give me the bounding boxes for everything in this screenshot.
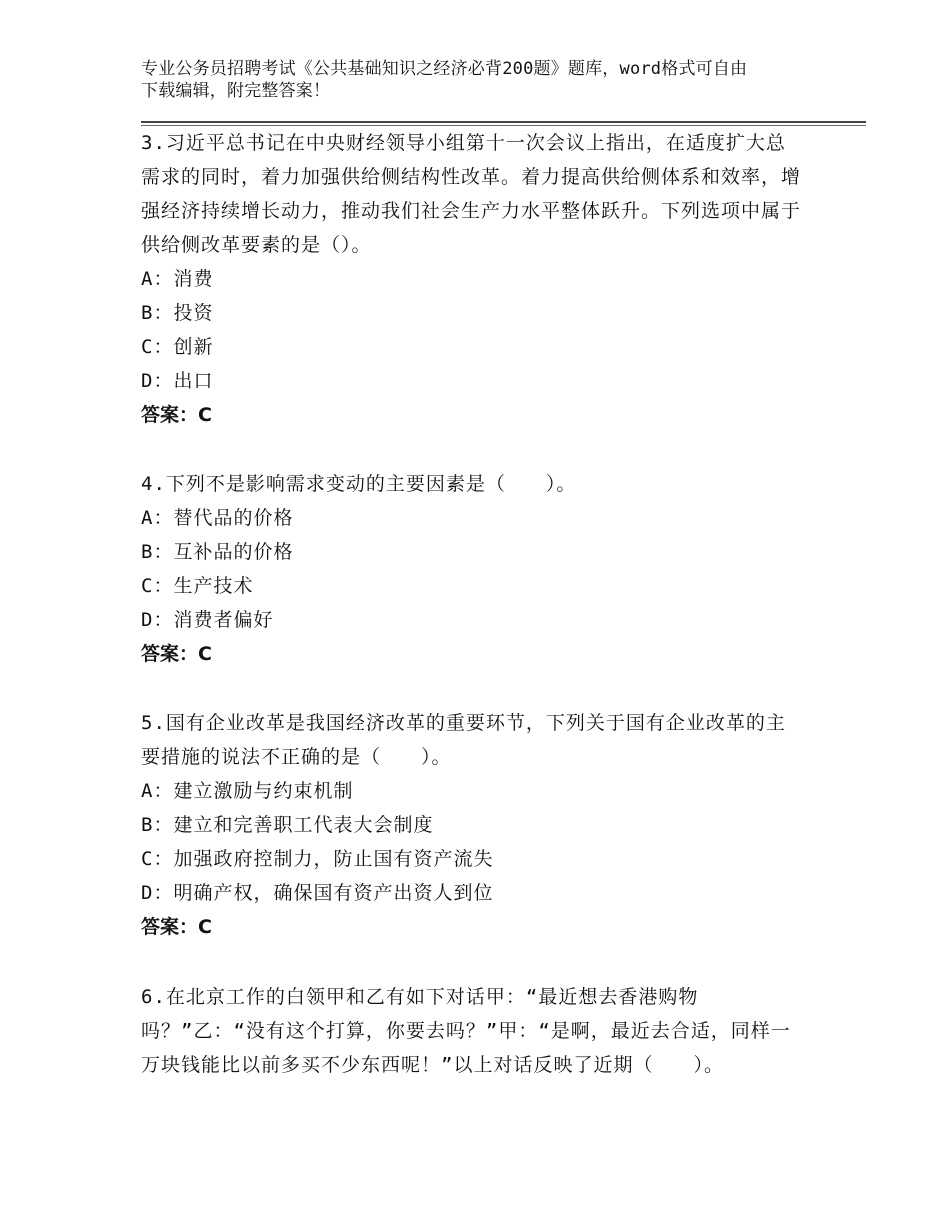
option-d: D：出口 [141,370,214,392]
question-5 [141,706,801,944]
question-stem: 4.下列不是影响需求变动的主要因素是（ ）。 [141,473,577,495]
answer-label: 答案：C [141,404,212,426]
option-c: C：加强政府控制力，防止国有资产流失 [141,848,494,870]
option-a: A：建立激励与约束机制 [141,780,354,802]
question-stem: 6.在北京工作的白领甲和乙有如下对话甲：“最近想去香港购物吗？”乙：“没有这个打算，你要去吗？”甲：“是啊，最近去合适，同样一万块钱能比以前多买不少东西呢！”以上对话反映了近期（ ）。 [141,986,791,1076]
option-b: B：投资 [141,302,214,324]
option-a: A：消费 [141,268,214,290]
option-a: A：替代品的价格 [141,507,294,529]
option-c: C：创新 [141,336,214,358]
option-d: D：消费者偏好 [141,609,274,631]
question-4 [141,467,801,671]
question-stem: 5.国有企业改革是我国经济改革的重要环节，下列关于国有企业改革的主要措施的说法不正确的是（ ）。 [141,712,786,768]
question-6 [141,980,801,1082]
option-b: B：建立和完善职工代表大会制度 [141,814,434,836]
header-line-1: 专业公务员招聘考试《公共基础知识之经济必背200题》题库，word格式可自由 [141,59,748,79]
header-line-2: 下载编辑，附完整答案！ [141,81,331,101]
option-d: D：明确产权，确保国有资产出资人到位 [141,882,494,904]
document-header [141,58,801,102]
answer-label: 答案：C [141,916,212,938]
answer-label: 答案：C [141,643,212,665]
question-3 [141,126,801,432]
header-divider [141,121,866,123]
option-c: C：生产技术 [141,575,254,597]
option-b: B：互补品的价格 [141,541,294,563]
question-stem: 3.习近平总书记在中央财经领导小组第十一次会议上指出，在适度扩大总需求的同时，着力加强供给侧结构性改革。着力提高供给侧体系和效率，增强经济持续增长动力，推动我们社会生产力水平整体跃升。下列选项中属于供给侧改革要素的是（）。 [141,132,802,256]
